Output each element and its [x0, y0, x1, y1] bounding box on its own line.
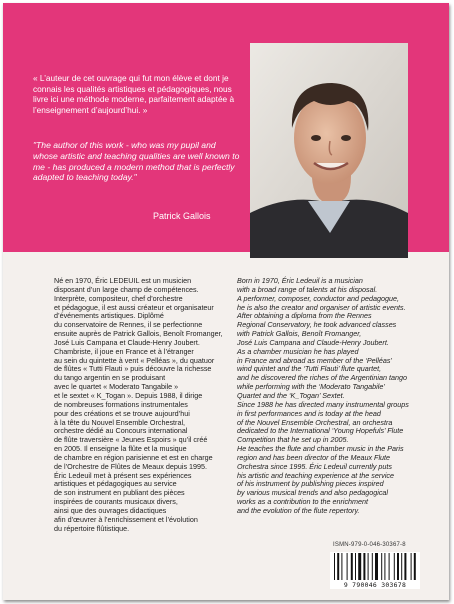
french-quote: « L’auteur de cet ouvrage qui fut mon élève et dont je connais les qualités artistiques et pédagogiques, nous livre ici une méthode moderne, parfaitement adaptée à l’enseignement d’aujourd’hui. » [33, 73, 235, 115]
barcode [330, 552, 420, 581]
english-quote: "The author of this work - who was my pupil and whose artistic and teaching qualities are well known to me - has produced a modern method that is perfectly adapted to teaching today." [33, 140, 240, 183]
biography-french: Né en 1970, Éric LEDEUIL est un musicien disposant d’un large champ de compétences. Interprète, compositeur, chef d’orchestre et pédagogue, il est aussi créateur et organisateur d’événements artistiques. Diplômé du conservatoire de Rennes, il se perfectionne ensuite auprès de Patrick Gallois, Benoît Fromanger, José Luis Campana et Claude-Henry Joubert. Chambriste, il joue en France et à l’étranger au sein du quintette à vent « Pelléas », du quatuor de flûtes « Tutti Flauti » puis découvre la richesse du tango argentin en se produisant avec le quartet « Moderato Tangabile » et le sextet « K_Togan ». Depuis 1988, il dirige de nombreuses formations instrumentales pour des créations et se trouve aujourd’hui à la tête du Nouvel Ensemble Orchestral, orchestre dédié au Concours international de flûte traversière « Jeunes Espoirs » qu’il créé en 2005. Il enseigne la flûte et la musique de chambre en région parisienne et est en charge de l’Orchestre de Flûtes de Meaux depuis 1995. Éric Ledeuil met à présent ses expériences artistiques et pédagogiques au service de son instrument en publiant des pièces inspirées de courants musicaux divers, ainsi que des ouvrages didactiques afin d’œuvrer à l’enrichissement et l’évolution du répertoire flûtistique. [54, 276, 223, 533]
author-photo [250, 43, 408, 258]
ismn-code: ISMN-979-0-046-30367-8 [333, 542, 406, 548]
biography-english: Born in 1970, Éric Ledeuil is a musician with a broad range of talents at his disposal. A performer, composer, conductor and pedagogue, he is also the creator and organiser of artistic events. After obtaining a diploma from the Rennes Regional Conservatory, he took advanced classes with Patrick Gallois, Benoît Fromanger, José Luis Campana and Claude-Henry Joubert. As a chamber musician he has played in France and abroad as member of the ‘Pelléas’ wind quintet and the ‘Tutti Flauti’ flute quartet, and he discovered the riches of the Argentinian tango while performing with the ‘Moderato Tangabile’ Quartet and the ‘K_Togan’ Sextet. Since 1988 he has directed many instrumental groups in first performances and is today at the head of the Nouvel Ensemble Orchestral, an orchestra dedicated to the International ‘Young Hopefuls’ Flute Competition that he set up in 2005. He teaches the flute and chamber music in the Paris region and has been director of the Meaux Flute Orchestra since 1995. Éric Ledeuil currently puts his artistic and teaching experience at the service of his instrument by publishing pieces inspired by various musical trends and also pedagogical works as a contribution to the enrichment and the evolution of the flute repertory. [237, 276, 409, 515]
quote-signature: Patrick Gallois [153, 211, 211, 221]
book-back-cover [3, 3, 449, 600]
barcode-digits: 9 790046 303678 [330, 581, 420, 589]
